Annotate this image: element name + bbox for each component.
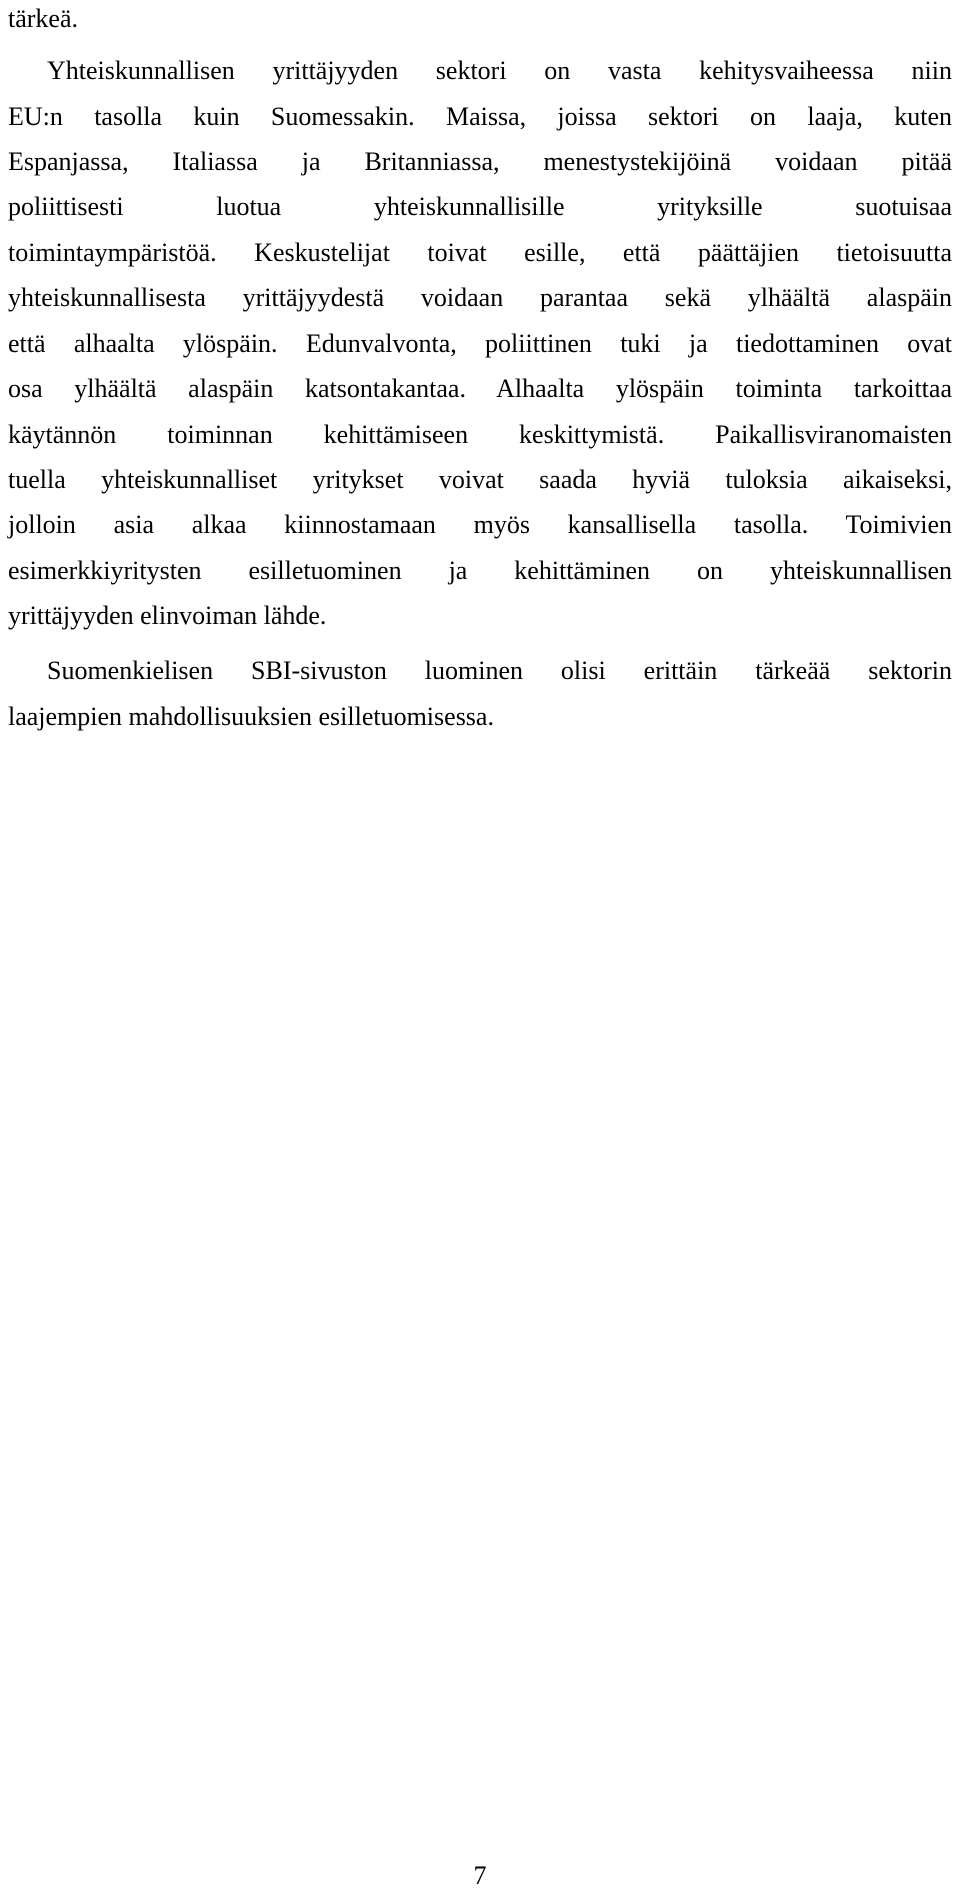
text-line-16: laajempien mahdollisuuksien esilletuomisessa. (8, 702, 494, 731)
text-line-10: käytännön toiminnan kehittämiseen keskittymistä. Paikallisviranomaisten (8, 420, 952, 449)
text-line-8: että alhaalta ylöspäin. Edunvalvonta, poliittinen tuki ja tiedottaminen ovat (8, 329, 952, 358)
text-line-1: tärkeä. (8, 4, 79, 33)
page-number: 7 (473, 1861, 487, 1890)
text-line-14: yrittäjyyden elinvoiman lähde. (8, 601, 327, 630)
text-line-3: EU:n tasolla kuin Suomessakin. Maissa, joissa sektori on laaja, kuten (8, 102, 952, 131)
text-line-5: poliittisesti luotua yhteiskunnallisille yrityksille suotuisaa (8, 192, 952, 221)
text-line-2: Yhteiskunnallisen yrittäjyyden sektori on vasta kehitysvaiheessa niin (47, 56, 952, 85)
text-line-6: toimintaympäristöä. Keskustelijat toivat esille, että päättäjien tietoisuutta (8, 238, 952, 267)
text-line-11: tuella yhteiskunnalliset yritykset voivat saada hyviä tuloksia aikaiseksi, (8, 465, 952, 494)
text-line-7: yhteiskunnallisesta yrittäjyydestä voidaan parantaa sekä ylhäältä alaspäin (8, 283, 952, 312)
text-line-15: Suomenkielisen SBI-sivuston luominen olisi erittäin tärkeää sektorin (47, 656, 952, 685)
text-line-9: osa ylhäältä alaspäin katsontakantaa. Alhaalta ylöspäin toiminta tarkoittaa (8, 374, 952, 403)
text-line-12: jolloin asia alkaa kiinnostamaan myös kansallisella tasolla. Toimivien (8, 510, 952, 539)
text-line-13: esimerkkiyritysten esilletuominen ja kehittäminen on yhteiskunnallisen (8, 556, 952, 585)
text-line-4: Espanjassa, Italiassa ja Britanniassa, menestystekijöinä voidaan pitää (8, 147, 952, 176)
